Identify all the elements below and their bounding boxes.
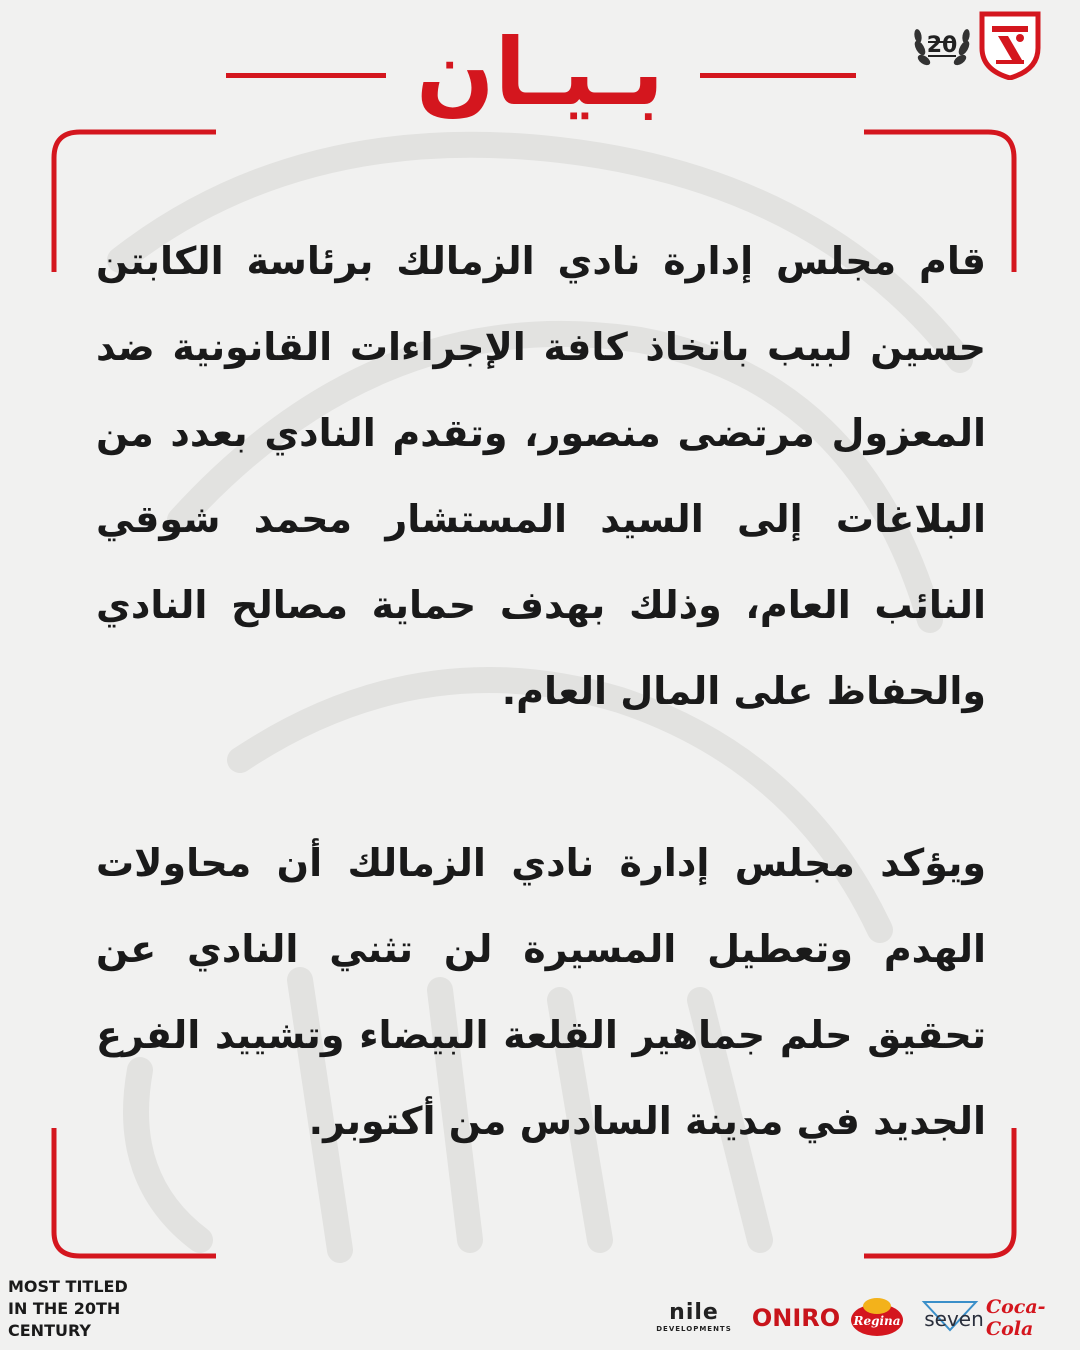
sponsor-nile-logo — [650, 1296, 738, 1340]
club-motto: MOST TITLED IN THE 20TH CENTURY — [8, 1277, 128, 1340]
sponsor-strip — [650, 1296, 1070, 1340]
sponsor-coca-cola-logo: Coca-Cola — [986, 1296, 1046, 1340]
sponsor-oniro-logo: ONIRO — [751, 1304, 841, 1332]
sponsor-seven-name: seven — [924, 1307, 984, 1331]
statement-paragraph-1: قام مجلس إدارة نادي الزمالك برئاسة الكابتن حسين لبيب باتخاذ كافة الإجراءات القانونية ضد المعزول مرتضى منصور، وتقدم النادي بعدد من البلاغات إلى السيد المستشار محمد شوقي النائب العام، وذلك بهدف حماية مصالح النادي والحفاظ على المال العام. — [96, 239, 986, 713]
sponsor-nile-subtitle: DEVELOPMENTS — [656, 1325, 732, 1333]
statement-body — [96, 218, 986, 1164]
sponsor-regina-name: Regina — [853, 1314, 901, 1328]
page-title: بـيـان — [415, 19, 665, 126]
sponsor-seven-logo — [920, 1296, 990, 1340]
statement-paragraph-2: ويؤكد مجلس إدارة نادي الزمالك أن محاولات الهدم وتعطيل المسيرة لن تثني النادي عن تحقيق حلم جماهير القلعة البيضاء وتشييد الفرع الجديد في مدينة السادس من أكتوبر. — [96, 841, 986, 1143]
sponsor-regina-logo — [848, 1296, 906, 1340]
anniversary-number: 20 — [926, 33, 958, 58]
sponsor-nile-name: nile — [669, 1300, 719, 1325]
